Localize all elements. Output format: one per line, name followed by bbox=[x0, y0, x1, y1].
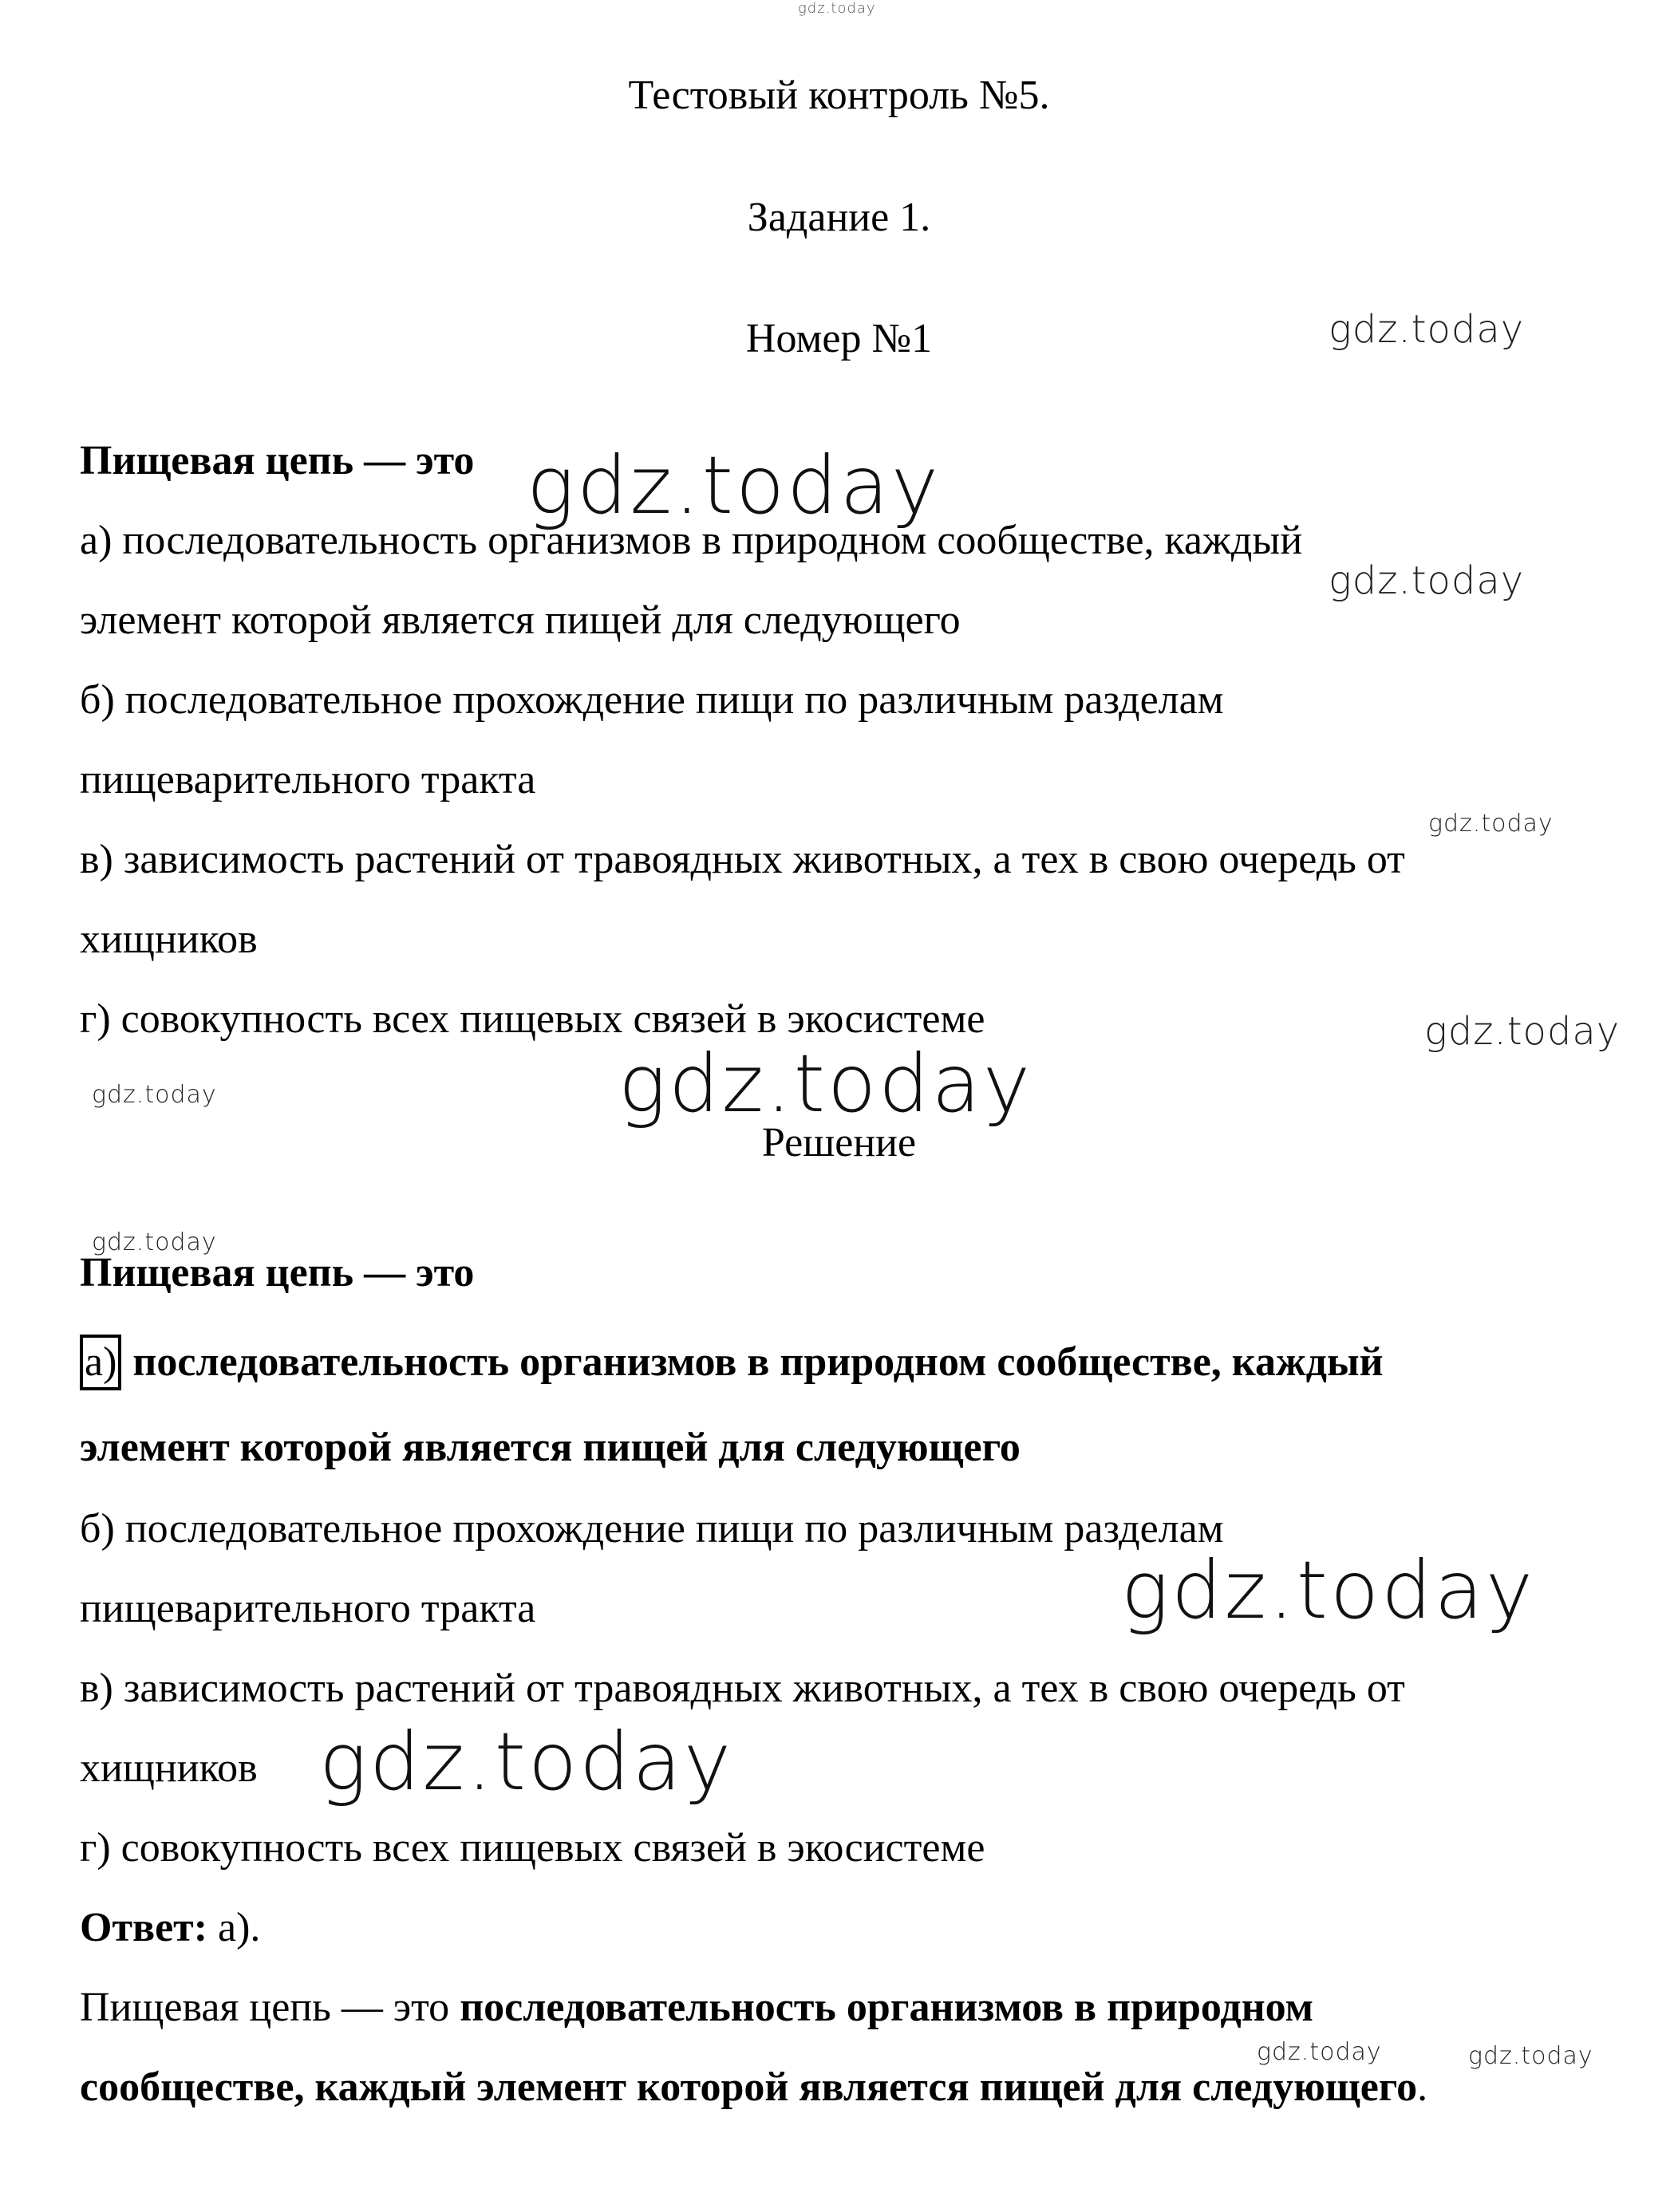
solution-option-g: г) совокупность всех пищевых связей в экосистеме bbox=[80, 1825, 985, 1871]
correct-answer-box: а) bbox=[80, 1335, 121, 1390]
solution-option-b-line2: пищеварительного тракта bbox=[80, 1586, 536, 1631]
question-option-v-line1: в) зависимость растений от травоядных животных, а тех в свою очередь от bbox=[80, 837, 1405, 882]
watermark: gdz.today bbox=[1468, 2042, 1593, 2070]
solution-option-v-line1: в) зависимость растений от травоядных животных, а тех в свою очередь от bbox=[80, 1666, 1405, 1711]
question-option-b-line2: пищеварительного тракта bbox=[80, 757, 536, 802]
conclusion-end: . bbox=[1417, 2064, 1428, 2110]
watermark: gdz.today bbox=[527, 439, 942, 532]
task-heading: Задание 1. bbox=[747, 195, 931, 240]
solution-correct-line1 bbox=[80, 1335, 1384, 1390]
answer-line bbox=[80, 1904, 260, 1952]
document-title: Тестовый контроль №5. bbox=[628, 73, 1050, 118]
watermark: gdz.today bbox=[1329, 558, 1525, 603]
solution-lead: Пищевая цепь — это bbox=[80, 1250, 475, 1295]
question-option-a-line1: а) последовательность организмов в природном сообществе, каждый bbox=[80, 518, 1303, 563]
solution-option-b-line1: б) последовательное прохождение пищи по различным разделам bbox=[80, 1506, 1224, 1552]
question-option-g: г) совокупность всех пищевых связей в экосистеме bbox=[80, 996, 985, 1042]
answer-value: а). bbox=[207, 1905, 261, 1950]
watermark: gdz.today bbox=[1329, 307, 1525, 352]
correct-answer-text: последовательность организмов в природном сообществе, каждый bbox=[132, 1339, 1384, 1385]
conclusion-line2 bbox=[80, 2064, 1427, 2111]
watermark: gdz.today bbox=[798, 0, 876, 17]
question-option-b-line1: б) последовательное прохождение пищи по различным разделам bbox=[80, 677, 1224, 723]
watermark: gdz.today bbox=[92, 1081, 217, 1109]
watermark: gdz.today bbox=[1424, 1009, 1621, 1054]
answer-label: Ответ: bbox=[80, 1905, 208, 1950]
question-lead: Пищевая цепь — это bbox=[80, 438, 475, 483]
number-heading: Номер №1 bbox=[745, 316, 933, 361]
conclusion-line1 bbox=[80, 1984, 1313, 2032]
question-option-v-line2: хищников bbox=[80, 917, 258, 962]
watermark: gdz.today bbox=[1121, 1544, 1536, 1637]
solution-heading: Решение bbox=[761, 1120, 917, 1165]
conclusion-bold-2: сообществе, каждый элемент которой является пищей для следующего bbox=[80, 2064, 1418, 2110]
watermark: gdz.today bbox=[1428, 810, 1554, 838]
watermark: gdz.today bbox=[618, 1037, 1033, 1130]
solution-correct-line2: элемент которой является пищей для следующего bbox=[80, 1425, 1021, 1470]
conclusion-plain: Пищевая цепь — это bbox=[80, 1985, 460, 2030]
solution-option-v-line2: хищников bbox=[80, 1745, 258, 1791]
watermark: gdz.today bbox=[92, 1228, 217, 1256]
watermark: gdz.today bbox=[319, 1715, 734, 1808]
watermark: gdz.today bbox=[1257, 2038, 1382, 2066]
conclusion-bold-1: последовательность организмов в природном bbox=[460, 1985, 1314, 2030]
question-option-a-line2: элемент которой является пищей для следующего bbox=[80, 597, 961, 643]
